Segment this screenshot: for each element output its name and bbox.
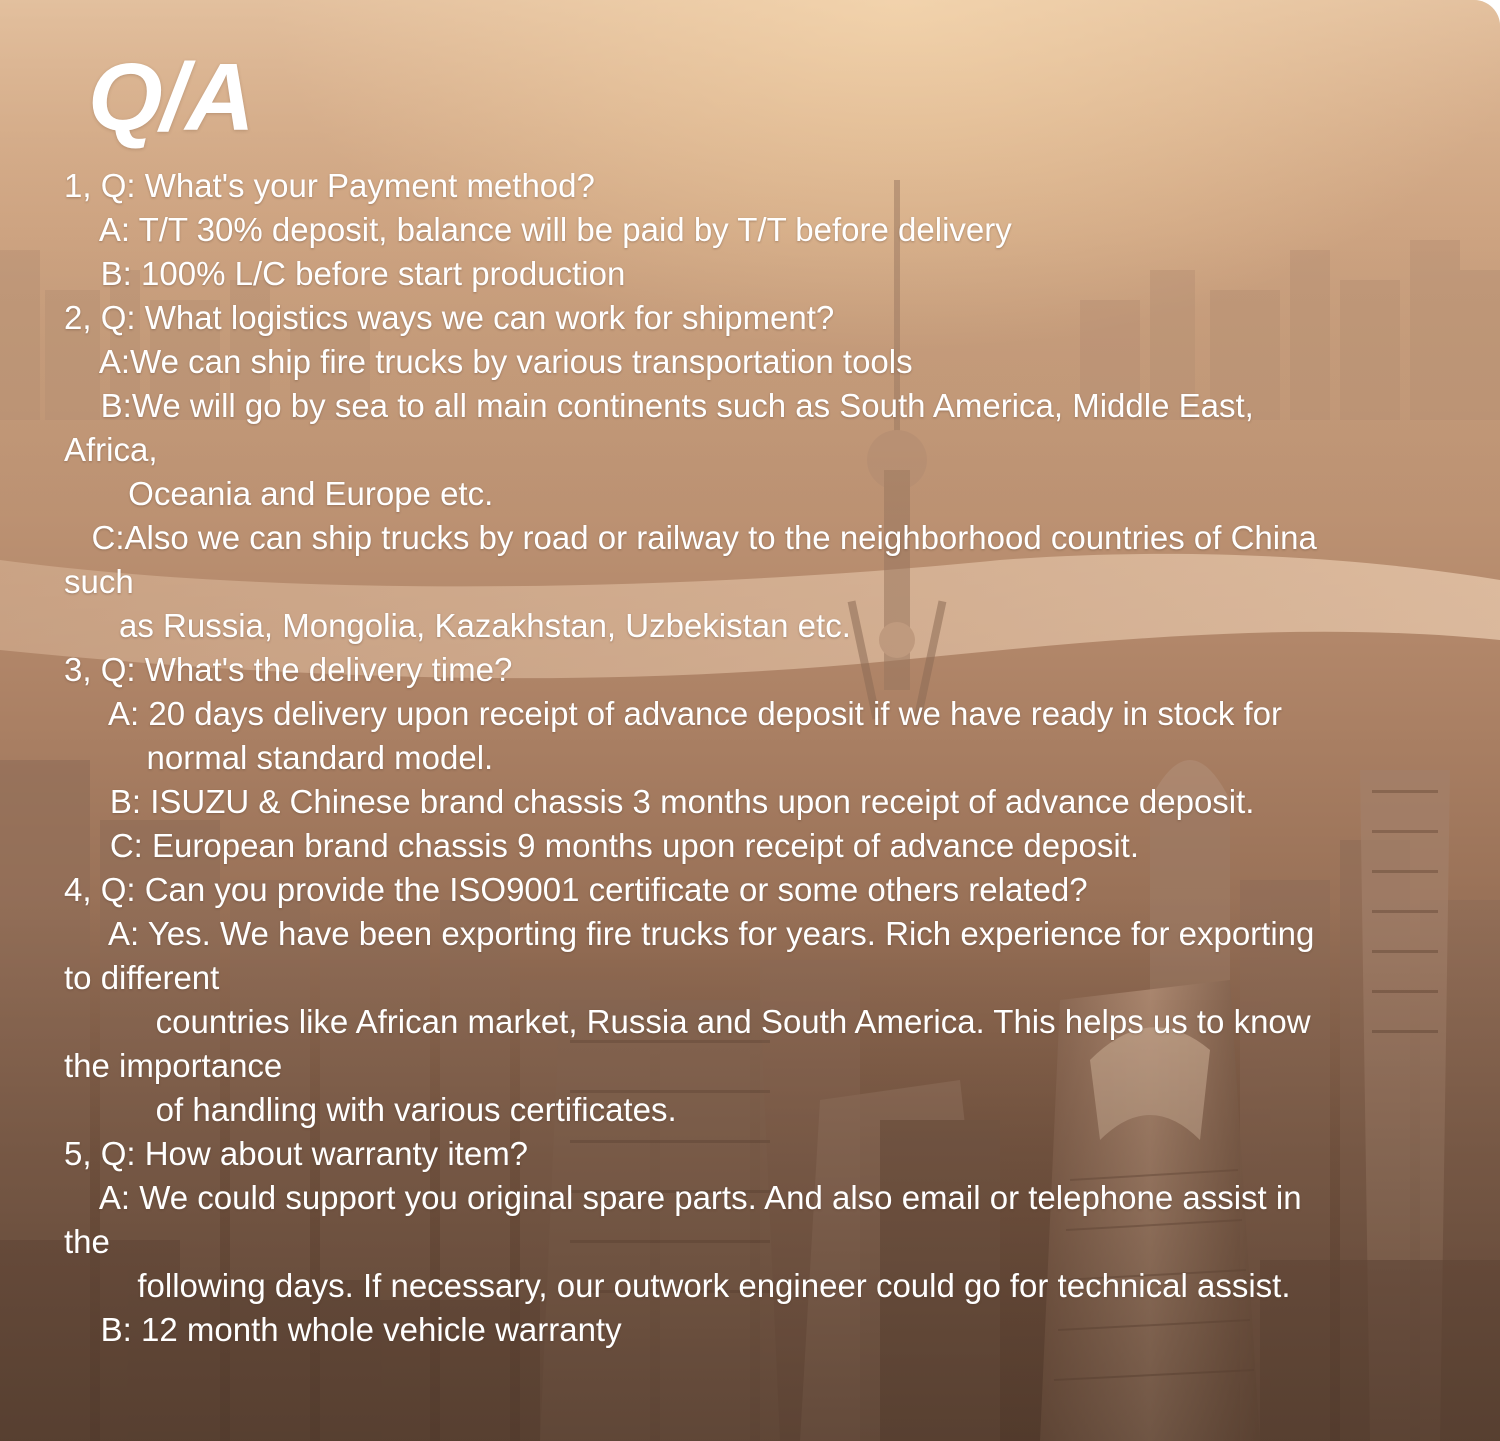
qa-line: 4, Q: Can you provide the ISO9001 certificate or some others related?	[64, 871, 1088, 908]
qa-line: A: Yes. We have been exporting fire trucks for years. Rich experience for exporting	[64, 915, 1315, 952]
qa-line: C:Also we can ship trucks by road or railway to the neighborhood countries of China	[64, 519, 1317, 556]
qa-line: to different	[64, 959, 220, 996]
qa-line: Africa,	[64, 431, 158, 468]
qa-line: the	[64, 1223, 110, 1260]
qa-line: A: T/T 30% deposit, balance will be paid by T/T before delivery	[64, 211, 1012, 248]
qa-line: B: 100% L/C before start production	[64, 255, 626, 292]
qa-line: following days. If necessary, our outwork engineer could go for technical assist.	[64, 1267, 1291, 1304]
qa-line: A: We could support you original spare parts. And also email or telephone assist in	[64, 1179, 1302, 1216]
qa-line: A:We can ship fire trucks by various transportation tools	[64, 343, 913, 380]
qa-line: B:We will go by sea to all main continents such as South America, Middle East,	[64, 387, 1254, 424]
qa-line: 2, Q: What logistics ways we can work for shipment?	[64, 299, 835, 336]
qa-text-block	[64, 164, 1484, 1352]
qa-line: the importance	[64, 1047, 283, 1084]
qa-line: of handling with various certificates.	[64, 1091, 677, 1128]
qa-line: B: 12 month whole vehicle warranty	[64, 1311, 622, 1348]
qa-line: such	[64, 563, 134, 600]
qa-line: normal standard model.	[64, 739, 494, 776]
qa-line: as Russia, Mongolia, Kazakhstan, Uzbekistan etc.	[64, 607, 851, 644]
qa-line: 5, Q: How about warranty item?	[64, 1135, 529, 1172]
qa-line: B: ISUZU & Chinese brand chassis 3 months upon receipt of advance deposit.	[64, 783, 1255, 820]
page-title: Q/A	[88, 44, 253, 151]
qa-line: countries like African market, Russia and South America. This helps us to know	[64, 1003, 1311, 1040]
qa-line: C: European brand chassis 9 months upon receipt of advance deposit.	[64, 827, 1139, 864]
qa-line: 1, Q: What's your Payment method?	[64, 167, 595, 204]
qa-line: A: 20 days delivery upon receipt of advance deposit if we have ready in stock for	[64, 695, 1283, 732]
qa-line: 3, Q: What's the delivery time?	[64, 651, 513, 688]
qa-line: Oceania and Europe etc.	[64, 475, 494, 512]
